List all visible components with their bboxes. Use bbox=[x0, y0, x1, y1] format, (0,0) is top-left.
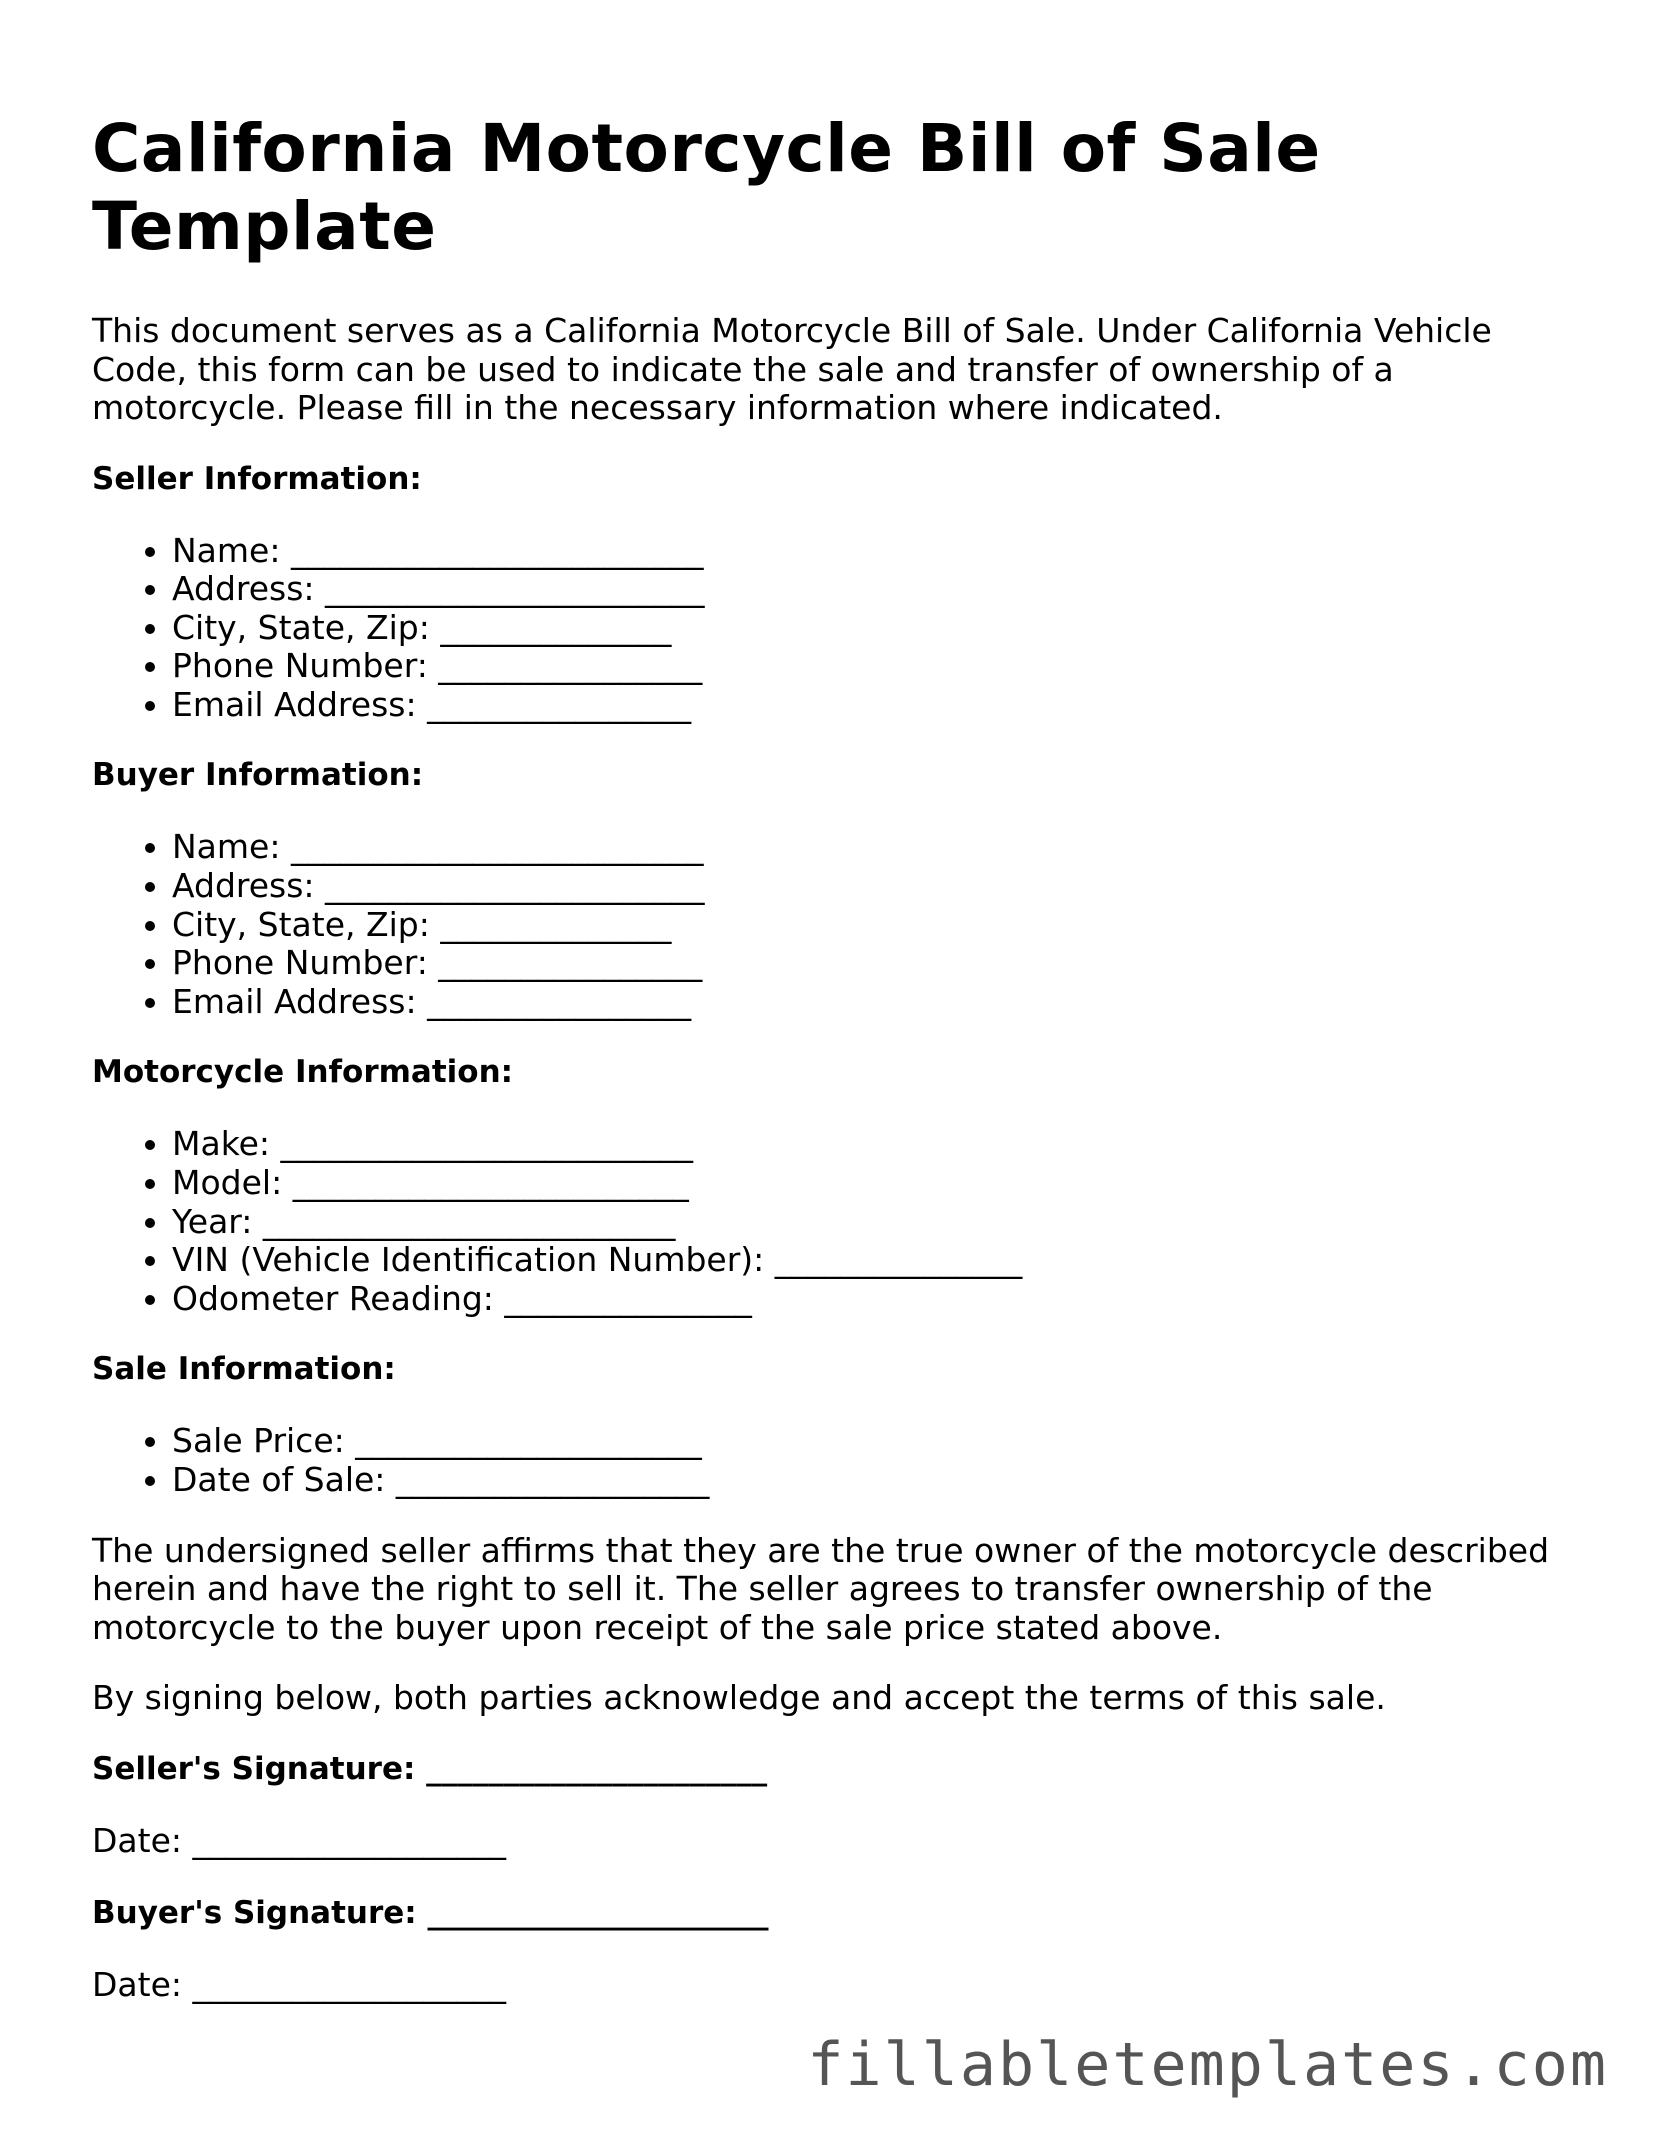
buyer-phone-field: • Phone Number: ________________ bbox=[172, 944, 1592, 983]
page-title: California Motorcycle Bill of Sale Template bbox=[92, 110, 1321, 265]
buyer-email-field: • Email Address: ________________ bbox=[172, 983, 1592, 1022]
seller-name-field: • Name: _________________________ bbox=[172, 532, 1592, 571]
seller-date-line: Date: ___________________ bbox=[92, 1820, 506, 1860]
seller-signature-line: Seller's Signature: ______________________ bbox=[92, 1750, 768, 1787]
sale-date-field: • Date of Sale: ___________________ bbox=[172, 1461, 1592, 1500]
seller-info-list bbox=[92, 532, 1592, 725]
affirmation-paragraph: The undersigned seller affirms that they are the true owner of the motorcycle described herein and have the right to sell it. The seller agrees to transfer ownership of the motorcycle to the buyer upon receipt of the sale price stated above. bbox=[92, 1530, 1550, 1647]
motorcycle-make-field: • Make: _________________________ bbox=[172, 1125, 1592, 1164]
seller-city-state-zip-field: • City, State, Zip: ______________ bbox=[172, 609, 1592, 648]
buyer-signature-line: Buyer's Signature: ______________________ bbox=[92, 1894, 769, 1931]
intro-paragraph: This document serves as a California Motorcycle Bill of Sale. Under California Vehicle Code, this form can be used to indicate the sale and transfer of ownership of a motorcycle. Please fill in the necessary information where indicated. bbox=[92, 311, 1492, 427]
seller-phone-field: • Phone Number: ________________ bbox=[172, 647, 1592, 686]
document-page bbox=[92, 110, 1592, 2038]
motorcycle-vin-field: • VIN (Vehicle Identification Number): _______________ bbox=[172, 1241, 1592, 1280]
motorcycle-info-list bbox=[92, 1125, 1592, 1318]
buyer-city-state-zip-field: • City, State, Zip: ______________ bbox=[172, 906, 1592, 945]
watermark-text: fillabletemplates.com bbox=[807, 2030, 1608, 2100]
motorcycle-model-field: • Model: ________________________ bbox=[172, 1164, 1592, 1203]
sale-price-field: • Sale Price: _____________________ bbox=[172, 1422, 1592, 1461]
motorcycle-odometer-field: • Odometer Reading: _______________ bbox=[172, 1280, 1592, 1319]
sale-section-heading: Sale Information: bbox=[92, 1351, 396, 1388]
seller-address-field: • Address: _______________________ bbox=[172, 570, 1592, 609]
buyer-name-field: • Name: _________________________ bbox=[172, 828, 1592, 867]
seller-section-heading: Seller Information: bbox=[92, 460, 422, 497]
acknowledgement-paragraph: By signing below, both parties acknowledge and accept the terms of this sale. bbox=[92, 1678, 1386, 1718]
buyer-info-list bbox=[92, 828, 1592, 1021]
sale-info-list bbox=[92, 1422, 1592, 1499]
buyer-address-field: • Address: _______________________ bbox=[172, 867, 1592, 906]
seller-email-field: • Email Address: ________________ bbox=[172, 686, 1592, 725]
buyer-section-heading: Buyer Information: bbox=[92, 757, 424, 794]
motorcycle-section-heading: Motorcycle Information: bbox=[92, 1054, 514, 1091]
buyer-date-line: Date: ___________________ bbox=[92, 1964, 506, 2004]
motorcycle-year-field: • Year: _________________________ bbox=[172, 1203, 1592, 1242]
